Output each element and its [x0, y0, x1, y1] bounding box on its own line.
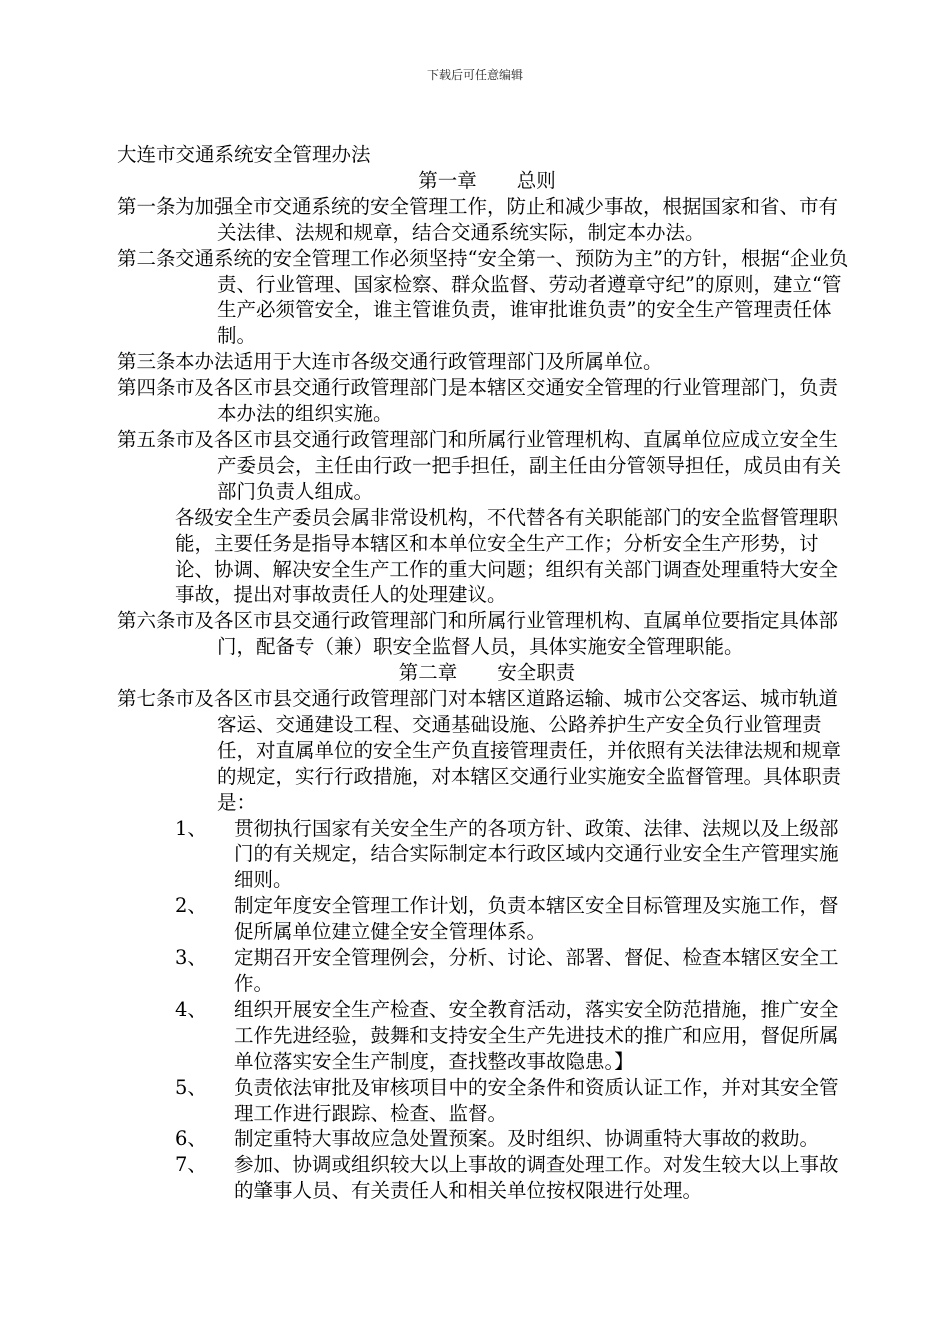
article-2 — [117, 246, 857, 350]
item-number: 5、 — [175, 1075, 207, 1099]
document-body — [117, 142, 857, 1204]
article-text: 本办法适用于大连市各级交通行政管理部门及所属单位。 — [175, 350, 663, 374]
item-number: 2、 — [175, 894, 207, 918]
article-text: 市及各区市县交通行政管理部门是本辖区交通安全管理的行业管理部门，负责本办法的组织实施。 — [175, 376, 839, 426]
list-item — [117, 945, 857, 997]
item-text: 贯彻执行国家有关安全生产的各项方针、政策、法律、法规以及上级部门的有关规定，结合实际制定本行政区域内交通行业安全生产管理实施细则。 — [234, 816, 839, 892]
item-number: 6、 — [175, 1127, 207, 1151]
article-label: 第五条 — [117, 427, 176, 451]
article-label: 第一条 — [117, 194, 176, 218]
item-text: 组织开展安全生产检查、安全教育活动，落实安全防范措施，推广安全工作先进经验，鼓舞和支持安全生产先进技术的推广和应用，督促所属单位落实安全生产制度，查找整改事故隐患。】 — [234, 997, 839, 1073]
article-3 — [117, 349, 857, 375]
item-text: 参加、协调或组织较大以上事故的调查处理工作。对发生较大以上事故的肇事人员、有关责任人和相关单位按权限进行处理。 — [234, 1153, 839, 1203]
item-number: 7、 — [175, 1153, 207, 1177]
article-label: 第三条 — [117, 350, 176, 374]
page-header: 下载后可任意编辑 — [426, 68, 523, 82]
chapter-name: 总则 — [516, 168, 556, 192]
article-5 — [117, 427, 857, 505]
item-number: 3、 — [175, 946, 207, 970]
article-text: 市及各区市县交通行政管理部门对本辖区道路运输、城市公交客运、城市轨道客运、交通建设工程、交通基础设施、公路养护生产安全负行业管理责任，对直属单位的安全生产负直接管理责任，并依照有关法律法规和规章的规定，实行行政措施，对本辖区交通行业实施安全监督管理。具体职责是： — [175, 687, 842, 814]
article-text: 交通系统的安全管理工作必须坚持“安全第一、预防为主”的方针，根据“企业负责、行业管理、国家检察、群众监督、劳动者遵章守纪”的原则，建立“管生产必须管安全，谁主管谁负责，谁审批谁负责”的安全生产管理责任体制。 — [175, 246, 849, 348]
item-text: 制定年度安全管理工作计划，负责本辖区安全目标管理及实施工作，督促所属单位建立健全安全管理体系。 — [234, 894, 839, 944]
article-7 — [117, 686, 857, 816]
chapter-1-heading — [117, 168, 857, 194]
article-label: 第四条 — [117, 376, 176, 400]
chapter-name: 安全职责 — [497, 661, 576, 685]
article-text: 为加强全市交通系统的安全管理工作，防止和减少事故，根据国家和省、市有关法律、法规和规章，结合交通系统实际，制定本办法。 — [175, 194, 839, 244]
list-item — [117, 893, 857, 945]
list-item — [117, 1152, 857, 1204]
chapter-number: 第二章 — [398, 661, 458, 685]
article-label: 第六条 — [117, 609, 176, 633]
article-5-paragraph: 各级安全生产委员会属非常设机构，不代替各有关职能部门的安全监督管理职能，主要任务是指导本辖区和本单位安全生产工作；分析安全生产形势，讨论、协调、解决安全生产工作的重大问题；组织有关部门调查处理重特大安全事故，提出对事故责任人的处理建议。 — [175, 505, 839, 607]
article-label: 第七条 — [117, 687, 176, 711]
item-text: 制定重特大事故应急处置预案。及时组织、协调重特大事故的救助。 — [234, 1127, 820, 1151]
article-1 — [117, 194, 857, 246]
chapter-number: 第一章 — [418, 168, 477, 192]
document-title: 大连市交通系统安全管理办法 — [117, 143, 371, 166]
article-4 — [117, 375, 857, 427]
article-6 — [117, 608, 857, 660]
list-item — [117, 816, 857, 894]
list-item — [117, 1075, 857, 1127]
article-text: 市及各区市县交通行政管理部门和所属行业管理机构、直属单位要指定具体部门，配备专（兼）职安全监督人员，具体实施安全管理职能。 — [175, 609, 839, 659]
list-item — [117, 1126, 857, 1152]
list-item — [117, 997, 857, 1075]
article-text: 市及各区市县交通行政管理部门和所属行业管理机构、直属单位应成立安全生产委员会，主任由行政一把手担任，副主任由分管领导担任，成员由有关部门负责人组成。 — [175, 427, 842, 503]
article-label: 第二条 — [117, 246, 176, 270]
chapter-2-heading — [117, 660, 857, 686]
item-number: 4、 — [175, 997, 207, 1021]
item-text: 定期召开安全管理例会，分析、讨论、部署、督促、检查本辖区安全工作。 — [234, 946, 839, 995]
item-text: 负责依法审批及审核项目中的安全条件和资质认证工作，并对其安全管理工作进行跟踪、检查、监督。 — [234, 1075, 839, 1125]
item-number: 1、 — [175, 816, 207, 840]
